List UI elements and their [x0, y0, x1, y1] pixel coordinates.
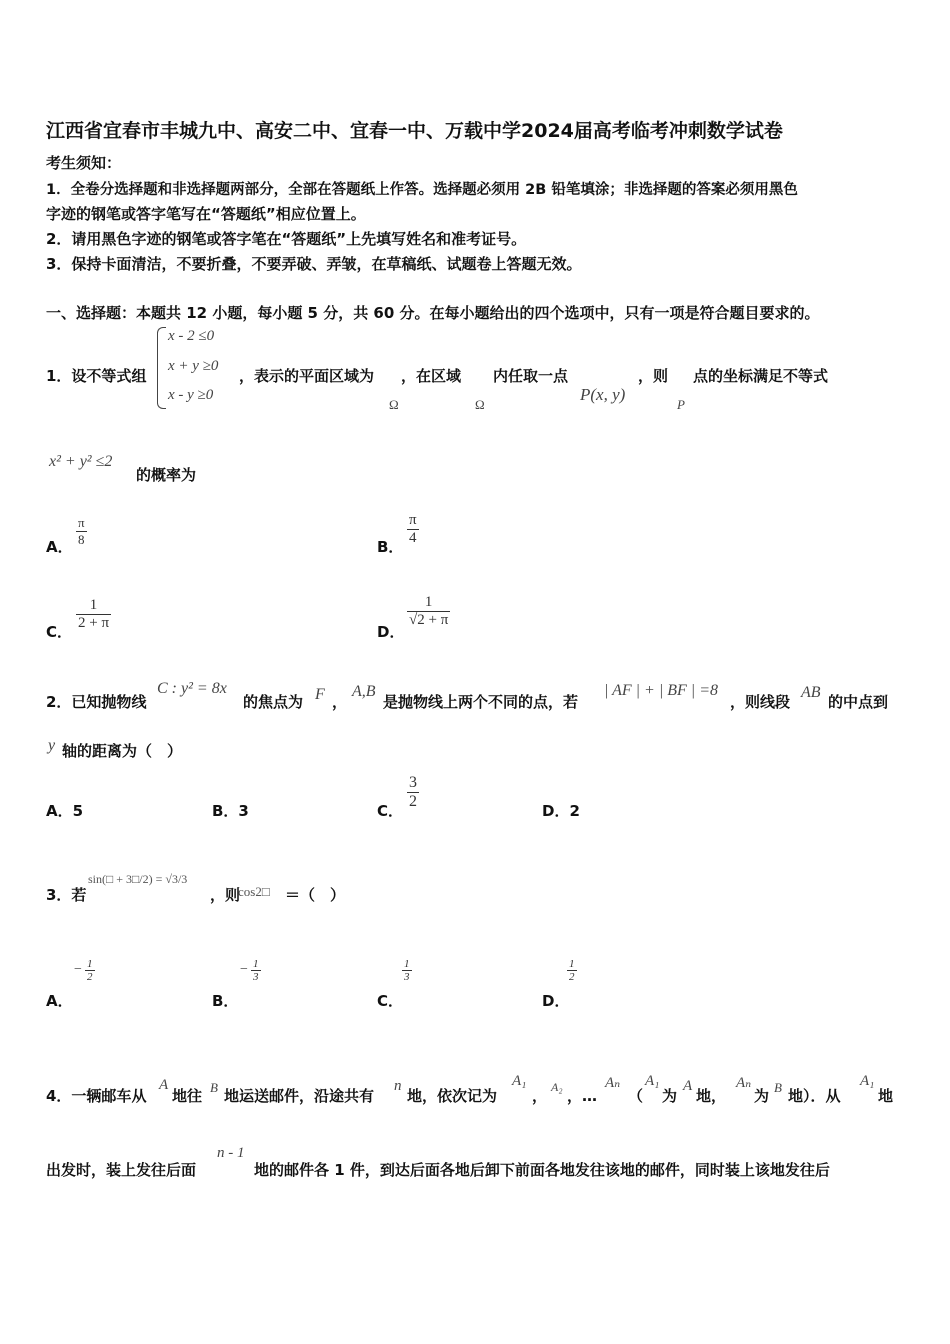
page-title: 江西省宜春市丰城九中、高安二中、宜春一中、万载中学2024届高考临考冲刺数学试卷 [46, 120, 783, 142]
q3-option-a-den: 2 [87, 971, 93, 983]
q4-n: n [394, 1078, 402, 1094]
q4-A1-c: A₁ [860, 1073, 875, 1089]
q1-system-line-1: x - 2 ≤0 [168, 328, 215, 344]
q4-text-10: 地 [878, 1087, 894, 1105]
q4-text-2: 地往 [172, 1087, 203, 1105]
q2-option-b[interactable]: B．3 [212, 802, 249, 820]
q1-omega-2: Ω [475, 397, 485, 412]
q2-option-c-num: 3 [409, 774, 417, 791]
q1-option-d-num: 1 [407, 594, 450, 612]
q3-target: cos2□ [238, 884, 270, 899]
q4-text-6: 为 [662, 1087, 678, 1105]
q4-text-1: 4．一辆邮车从 [46, 1087, 147, 1105]
q1-option-a-label[interactable]: A． [46, 538, 73, 556]
q2-condition: | AF | + | BF | =8 [604, 682, 718, 699]
q1-text-3: 内任取一点 [493, 367, 569, 385]
q2-option-c-label[interactable]: C． [377, 802, 404, 820]
q4-A2: A₂ [551, 1080, 563, 1094]
q1-inequality: x² + y² ≤2 [49, 453, 113, 470]
q1-system-line-2: x + y ≥0 [168, 358, 219, 374]
q1-option-a-frac [76, 515, 87, 548]
q3-option-c-den: 3 [404, 971, 410, 983]
q4-An: Aₙ [605, 1075, 621, 1091]
q3-option-a-label[interactable]: A． [46, 992, 73, 1010]
q3-option-c-label[interactable]: C． [377, 992, 404, 1010]
q3-text-2: ，则 [210, 886, 241, 904]
q2-text-7: 轴的距离为（ ） [62, 742, 183, 760]
q1-point-p: P [677, 397, 685, 412]
section-heading: 一、选择题：本题共 12 小题，每小题 5 分，共 60 分。在每小题给出的四个选项中，只有一项是符合题目要求的。 [46, 304, 820, 322]
q1-text-4: ，则 [638, 367, 669, 385]
q4-An-b: Aₙ [736, 1075, 752, 1091]
q2-segment: AB [801, 684, 821, 701]
notice-line-1a: 1．全卷分选择题和非选择题两部分，全部在答题纸上作答。选择题必须用 2B 铅笔填涂；非选择题的答案必须用黑色 [46, 182, 798, 198]
q3-text-1: 3．若 [46, 886, 87, 904]
q1-option-b-den: 4 [409, 530, 417, 546]
q2-text-1: 2．已知抛物线 [46, 693, 147, 711]
q2-points: A,B [352, 683, 376, 700]
q3-option-b-num: 1 [253, 958, 259, 970]
q1-option-a-num: π [78, 515, 85, 530]
q2-y: y [48, 737, 56, 754]
q4-n-minus-1: n - 1 [217, 1145, 245, 1161]
q3-option-b-den: 3 [253, 971, 259, 983]
q2-text-4: 是抛物线上两个不同的点，若 [383, 693, 579, 711]
q4-A-b: A [683, 1078, 693, 1094]
q3-option-d-frac [567, 958, 577, 983]
q3-option-b-label[interactable]: B． [212, 992, 239, 1010]
q1-system-brace [157, 327, 166, 409]
q3-text-3: ＝（ ） [285, 886, 346, 904]
q4-text-4: 地，依次记为 [407, 1087, 498, 1105]
q4-A1: A₁ [512, 1073, 527, 1089]
q1-point: P(x, y) [580, 385, 626, 404]
q3-option-d-label[interactable]: D． [542, 992, 570, 1010]
q1-option-d-den: √2 + π [409, 612, 449, 628]
q2-text-3: ， [332, 693, 348, 711]
q4-A1-b: A₁ [645, 1073, 660, 1089]
q4-line2-b: 地的邮件各 1 件，到达后面各地后卸下前面各地发往该地的邮件，同时装上该地发往后 [254, 1161, 830, 1179]
q2-text-5: ，则线段 [730, 693, 791, 711]
q3-option-c-frac [402, 958, 412, 983]
q1-omega-1: Ω [389, 397, 399, 412]
q1-prefix: 1．设不等式组 [46, 367, 147, 385]
q1-option-c-frac [76, 597, 111, 632]
q1-option-c-label[interactable]: C． [46, 623, 73, 641]
q4-text-5: （ [628, 1087, 644, 1105]
q1-option-c-den: 2 + π [78, 615, 110, 631]
q3-option-b-sign: − [240, 962, 248, 977]
q1-option-c-num: 1 [76, 597, 111, 615]
q4-text-7: 地， [696, 1087, 727, 1105]
q4-text-3: 地运送邮件，沿途共有 [224, 1087, 375, 1105]
q2-option-c-frac [407, 774, 419, 811]
q1-text-2: ，在区域 [401, 367, 462, 385]
notice-line-1b: 字迹的钢笔或答字笔写在“答题纸”相应位置上。 [46, 205, 366, 223]
q3-option-d-num: 1 [569, 958, 575, 970]
q2-equation: C : y² = 8x [157, 680, 227, 697]
q1-text-1: ，表示的平面区域为 [239, 367, 375, 385]
q1-text-5: 点的坐标满足不等式 [693, 367, 829, 385]
q1-option-d-label[interactable]: D． [377, 623, 405, 641]
q4-text-9: 地）．从 [788, 1087, 841, 1105]
q1-option-b-num: π [409, 512, 417, 528]
q4-B-b: B [774, 1080, 782, 1095]
q4-line2-a: 出发时，装上发往后面 [46, 1161, 197, 1179]
notice-line-3: 3．保持卡面清洁，不要折叠，不要弄破、弄皱，在草稿纸、试题卷上答题无效。 [46, 255, 582, 273]
q1-system-line-3: x - y ≥0 [168, 387, 214, 403]
q4-text-8: 为 [754, 1087, 770, 1105]
q2-text-6: 的中点到 [828, 693, 889, 711]
q1-option-b-label[interactable]: B． [377, 538, 404, 556]
q4-B: B [210, 1080, 218, 1095]
q1-option-a-den: 8 [78, 532, 85, 547]
q3-option-d-den: 2 [569, 971, 575, 983]
q3-option-a-num: 1 [87, 958, 93, 970]
notice-heading: 考生须知： [46, 154, 122, 172]
q4-A: A [159, 1077, 169, 1093]
q3-option-b-frac [251, 958, 261, 983]
q1-option-d-frac [407, 594, 450, 629]
q2-focus: F [315, 686, 325, 703]
q1-option-b-frac [407, 512, 419, 547]
q4-dots: ，… [567, 1087, 598, 1105]
q2-text-2: 的焦点为 [243, 693, 304, 711]
q3-condition: sin(□ + 3□/2) = √3/3 [88, 872, 188, 886]
q1-text-6: 的概率为 [136, 466, 197, 484]
q2-option-d[interactable]: D．2 [542, 802, 580, 820]
notice-line-2: 2．请用黑色字迹的钢笔或答字笔在“答题纸”上先填写姓名和准考证号。 [46, 230, 527, 248]
q2-option-a[interactable]: A．5 [46, 802, 84, 820]
q3-option-a-frac [85, 958, 95, 983]
q3-option-a-sign: − [74, 962, 82, 977]
q3-option-c-num: 1 [404, 958, 410, 970]
q2-option-c-den: 2 [409, 793, 417, 810]
